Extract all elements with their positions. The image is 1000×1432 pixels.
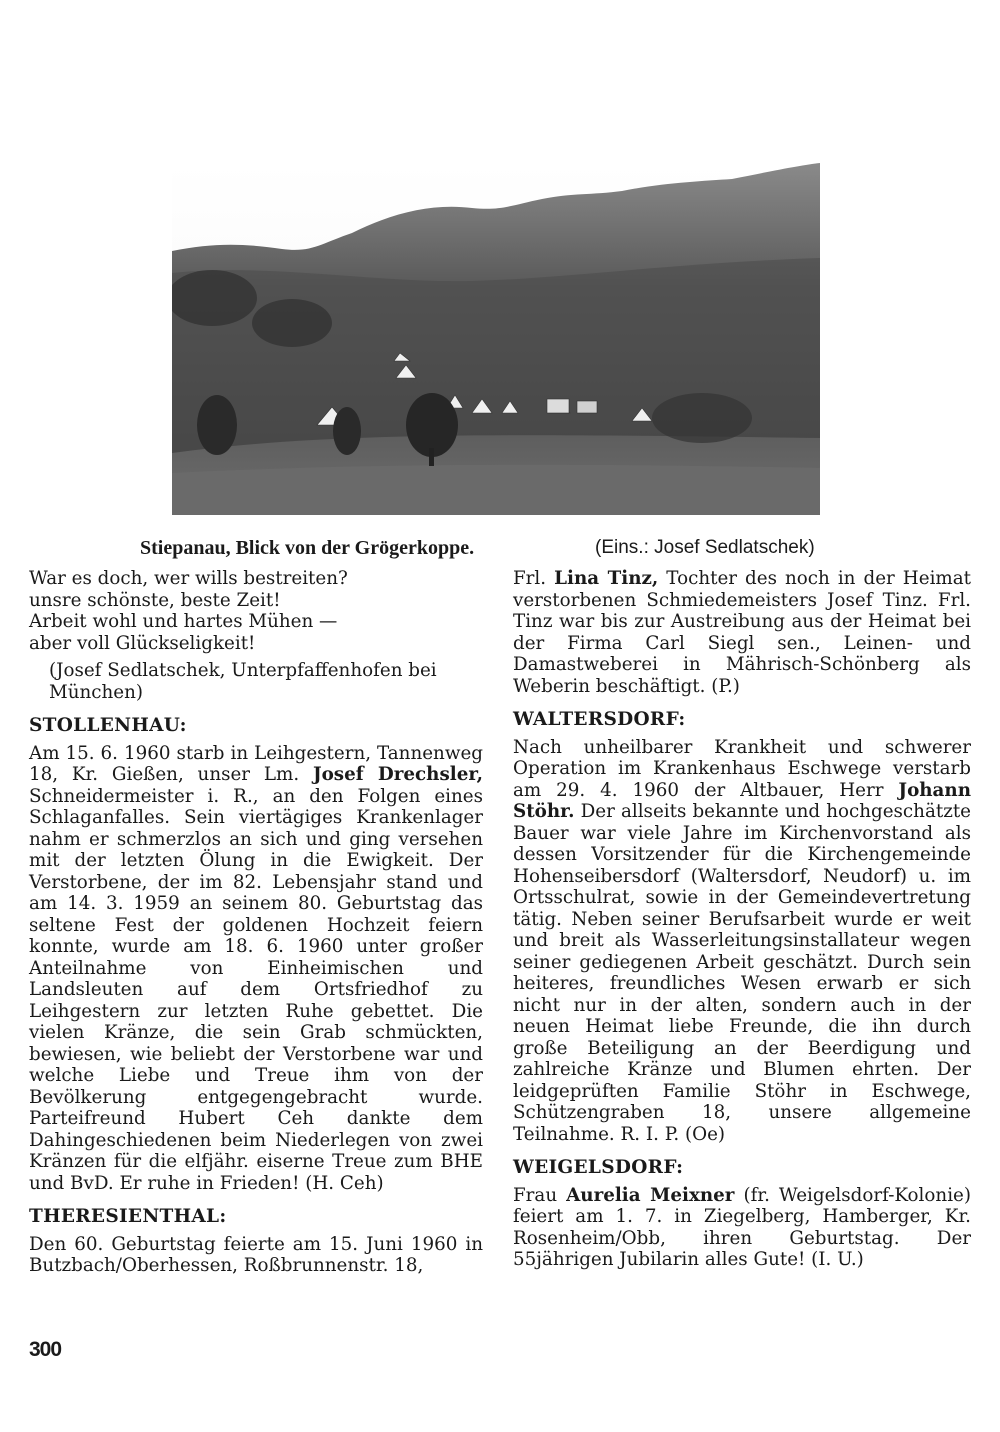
article-text: Der allseits bekannte und hochgeschätzte Bauer war viele Jahre im Kirchenvorstand als dessen Vorsitzender für die Kirchengemeinde Hohenseibersdorf (Waltersdorf, Neudorf) u. im Ortsschulrat, sowie in der Gemeindevertretung tätig. Neben seiner Berufsarbeit wurde er weit und breit als Wasserleitungsinstallateur wegen seiner gediegenen Arbeit geschätzt. Durch sein heiteres, freundliches Wesen erwarb er sich nicht nur in der alten, sondern auch in der neuen Heimat liebe Freunde, die ihn durch große Beteiligung an der Beerdigung und zahlreiche Kränze und Blumen ehrten. Der leidgeprüften Familie Stöhr in Eschwege, Schützengraben 18, unsere allgemeine Teilnahme. R. I. P. (Oe) xyxy=(513,801,971,1145)
article-text: (fr. Weigelsdorf-Kolonie) feiert am 1. 7. in Ziegelberg, Hamberger, Kr. Rosenheim/Obb, ihren Geburtstag. Der 55jährigen Jubilarin alles Gute! (I. U.) xyxy=(513,1184,971,1270)
section-heading-weigelsdorf: WEIGELSDORF: xyxy=(513,1157,684,1178)
caption-title: Stiepanau, Blick von der Grögerkoppe. xyxy=(140,537,475,559)
article-text: Am 15. 6. 1960 starb in Leihgestern, Tannenweg 18, Kr. Gießen, unser Lm. xyxy=(29,742,483,785)
article-waltersdorf xyxy=(513,737,971,1146)
verse-attribution: (Josef Sedlatschek, Unterpfaffenhofen bei München) xyxy=(49,660,437,703)
article-text: Frl. xyxy=(513,568,555,589)
section-heading-stollenhau: STOLLENHAU: xyxy=(29,715,187,736)
section-heading-theresienthal: THERESIENTHAL: xyxy=(29,1206,227,1227)
verse-line: aber voll Glückseligkeit! xyxy=(29,632,256,654)
section-heading-waltersdorf: WALTERSDORF: xyxy=(513,709,686,730)
page-number: 300 xyxy=(29,1338,62,1361)
landscape-image-icon xyxy=(172,163,820,515)
article-stollenhau xyxy=(29,743,483,1195)
article-weigelsdorf xyxy=(513,1185,971,1271)
village-landscape-photo xyxy=(172,163,820,515)
person-name: Josef Drechsler, xyxy=(312,764,483,785)
article-text: Frau xyxy=(513,1184,567,1206)
person-name: Aurelia Meixner xyxy=(566,1184,735,1206)
verse-line: War es doch, wer wills bestreiten? xyxy=(29,568,348,589)
caption-credit: (Eins.: Josef Sedlatschek) xyxy=(595,537,815,558)
person-name: Johann Stöhr. xyxy=(513,779,971,822)
verse-line: unsre schönste, beste Zeit! xyxy=(29,589,281,611)
article-text: Nach unheilbarer Krankheit und schwerer Operation im Krankenhaus Eschwege verstarb am 29. 4. 1960 der Altbauer, Herr xyxy=(513,736,971,801)
left-column xyxy=(29,568,483,1277)
person-name: Lina Tinz, xyxy=(554,568,659,589)
right-column xyxy=(513,568,971,1271)
article-continuation xyxy=(513,568,971,697)
article-theresienthal: Den 60. Geburtstag feierte am 15. Juni 1960 in Butzbach/Oberhessen, Roßbrunnenstr. 18, xyxy=(29,1233,483,1276)
article-text: Tochter des noch in der Heimat verstorbenen Schmiedemeisters Josef Tinz. Frl. Tinz war bis zur Austreibung aus der Heimat bei der Firma Carl Siegl sen., Leinen- und Damastweberei in Mährisch-Schönberg als Weberin beschäftigt. (P.) xyxy=(513,568,971,697)
verse-block xyxy=(29,568,483,703)
verse-line: Arbeit wohl und hartes Mühen — xyxy=(29,611,338,632)
article-text: Schneidermeister i. R., an den Folgen eines Schlaganfalles. Sein viertägiges Krankenlager nahm er schmerzlos an sich und ging versehen mit der letzten Ölung in die Ewigkeit. Der Verstorbene, der im 82. Lebensjahr stand und am 14. 3. 1959 an seinem 80. Geburtstag das seltene Fest der goldenen Hochzeit feiern konnte, wurde am 18. 6. 1960 unter großer Anteilnahme von Einheimischen und Landsleuten auf dem Ortsfriedhof zu Leihgestern zur letzten Ruhe gebettet. Die vielen Kränze, die sein Grab schmückten, bewiesen, wie beliebt der Verstorbene war und welche Liebe und Treue ihm von der Bevölkerung entgegengebracht wurde. Parteifreund Hubert Ceh dankte dem Dahingeschiedenen beim Niederlegen von zwei Kränzen für die elfjähr. eiserne Treue zum BHE und BvD. Er ruhe in Frieden! (H. Ceh) xyxy=(29,785,483,1194)
